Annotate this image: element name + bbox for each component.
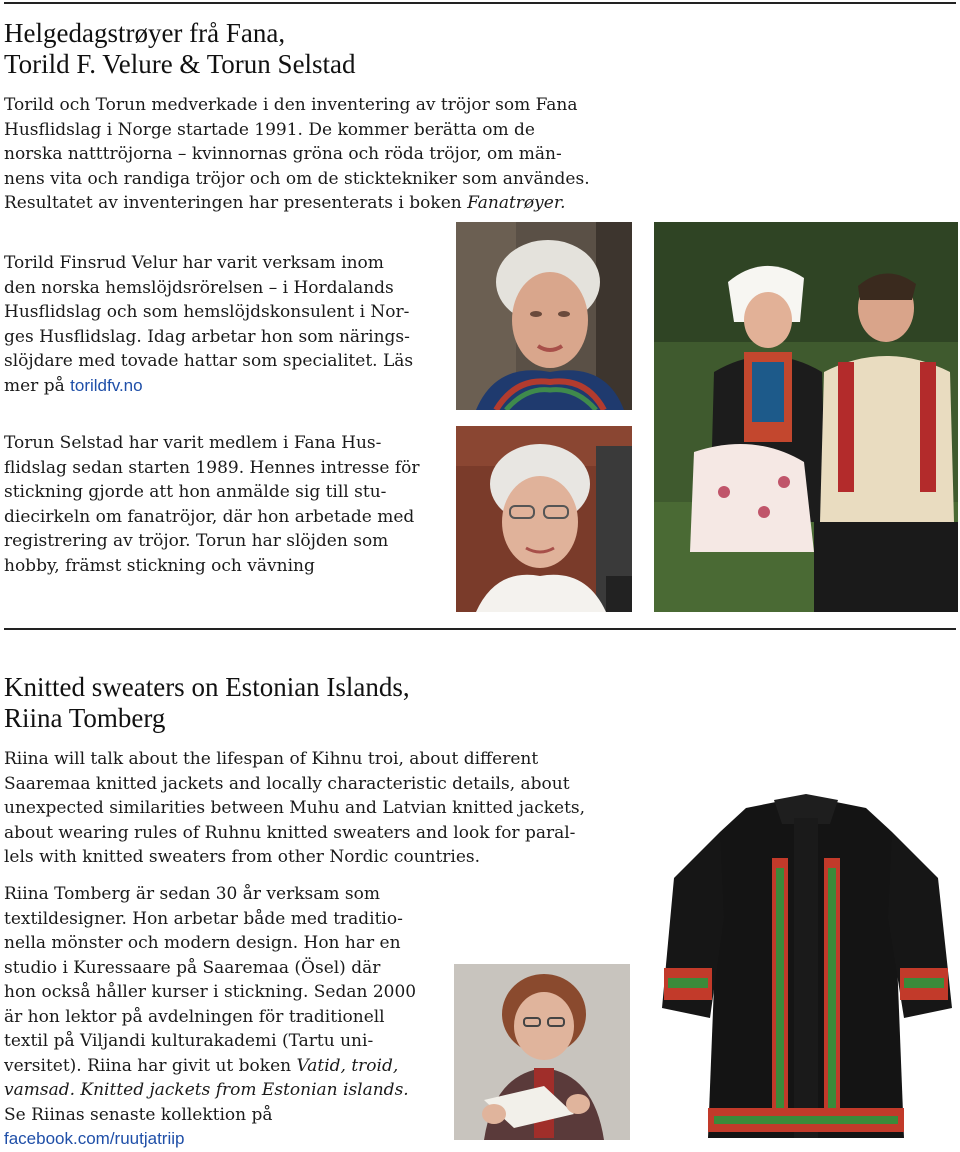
section1-intro	[4, 93, 590, 216]
torild-line: ges Husflidslag. Idag arbetar hon som närings-	[4, 326, 410, 347]
torild-portrait-photo	[456, 222, 632, 410]
intro-line: nens vita och randiga tröjor och om de sticktekniker som användes.	[4, 168, 590, 189]
torun-bio	[4, 431, 419, 578]
top-rule	[4, 2, 956, 4]
torild-line: slöjdare med tovade hattar som specialitet. Läs	[4, 351, 414, 371]
torild-line: Torild Finsrud Velur har varit verksam inom	[4, 253, 384, 273]
english-line: Saaremaa knitted jackets and locally characteristic details, about	[4, 773, 570, 794]
swedish-line: textildesigner. Hon arbetar både med traditio-	[4, 908, 403, 929]
folk-costume-couple-photo	[654, 222, 958, 612]
english-line: lels with knitted sweaters from other Nordic countries.	[4, 847, 481, 867]
book-prefix: versitet). Riina har givit ut boken	[4, 1055, 297, 1076]
torun-line: stickning gjorde att hon anmälde sig till stu-	[4, 482, 387, 502]
torild-link-prefix: mer på	[4, 375, 71, 396]
facebook-link[interactable]: facebook.com/ruutjatriip	[4, 1129, 185, 1148]
torun-line: registrering av tröjor. Torun har slöjden som	[4, 531, 389, 551]
section2-swedish	[4, 882, 416, 1152]
section2-english	[4, 747, 585, 870]
swedish-line: textil på Viljandi kulturakademi (Tartu uni-	[4, 1031, 374, 1051]
section2-title	[4, 672, 410, 734]
book-title-part1: Vatid, troid,	[296, 1055, 399, 1076]
swedish-line: studio i Kuressaare på Saaremaa (Ösel) där	[4, 957, 381, 978]
torild-bio	[4, 251, 413, 398]
section1-title-line2: Torild F. Velure & Torun Selstad	[4, 49, 356, 79]
section1-title	[4, 18, 356, 80]
intro-line: Torild och Torun medverkade i den inventering av tröjor som Fana	[4, 95, 578, 115]
torild-line: Husflidslag och som hemslöjdskonsulent i Nor-	[4, 302, 410, 322]
section-divider	[4, 628, 956, 630]
estonian-knitted-jacket-photo	[654, 768, 958, 1142]
torun-line: flidslag sedan starten 1989. Hennes intresse för	[4, 457, 420, 478]
section2-title-line1: Knitted sweaters on Estonian Islands,	[4, 672, 410, 702]
swedish-line: nella mönster och modern design. Hon har en	[4, 933, 401, 953]
torun-portrait-photo	[456, 426, 632, 612]
english-line: unexpected similarities between Muhu and Latvian knitted jackets,	[4, 798, 586, 818]
collection-line: Se Riinas senaste kollektion på	[4, 1104, 273, 1125]
torild-line: den norska hemslöjdsrörelsen – i Hordalands	[4, 277, 394, 298]
torun-line: Torun Selstad har varit medlem i Fana Hus-	[4, 433, 382, 453]
english-line: Riina will talk about the lifespan of Kihnu troi, about different	[4, 749, 539, 769]
swedish-line: är hon lektor på avdelningen för traditionell	[4, 1006, 385, 1027]
torun-line: hobby, främst stickning och vävning	[4, 555, 315, 576]
swedish-line: hon också håller kurser i stickning. Sedan 2000	[4, 982, 417, 1002]
section1-title-line1: Helgedagstrøyer frå Fana,	[4, 18, 286, 48]
intro-line: norska natttröjorna – kvinnornas gröna och röda tröjor, om män-	[4, 144, 562, 164]
intro-line: Husflidslag i Norge startade 1991. De kommer berätta om de	[4, 119, 535, 140]
torildfv-link[interactable]: torildfv.no	[70, 375, 143, 395]
english-line: about wearing rules of Ruhnu knitted sweaters and look for paral-	[4, 822, 576, 843]
torun-line: diecirkeln om fanatröjor, där hon arbetade med	[4, 506, 415, 527]
book-title-part2: vamsad. Knitted jackets from Estonian islands.	[4, 1080, 409, 1100]
swedish-line: Riina Tomberg är sedan 30 år verksam som	[4, 884, 380, 904]
riina-tomberg-photo	[454, 964, 630, 1140]
book-title-fanatroyer: Fanatrøyer.	[467, 193, 566, 213]
intro-line: Resultatet av inventeringen har presenterats i boken	[4, 193, 468, 213]
section2-title-line2: Riina Tomberg	[4, 703, 166, 733]
